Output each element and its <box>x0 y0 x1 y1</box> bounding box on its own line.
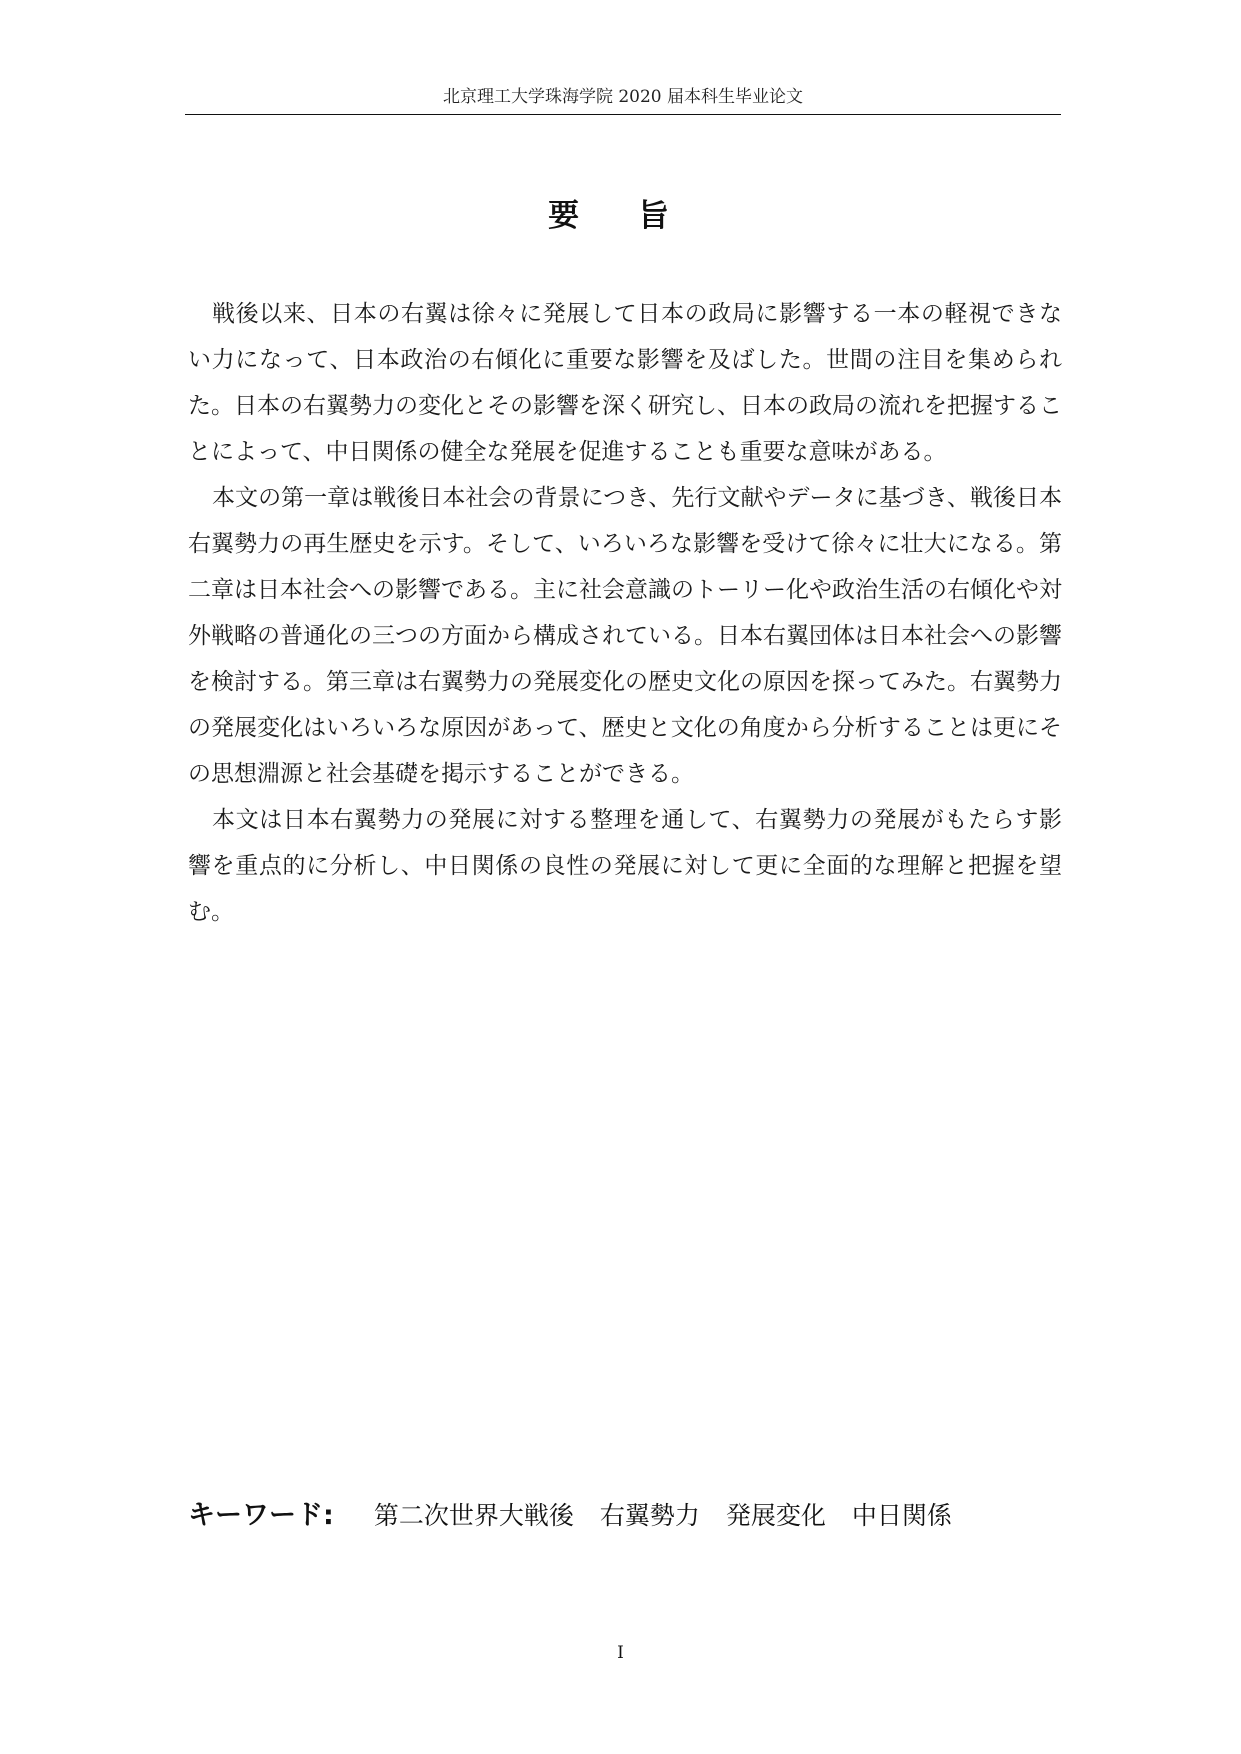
keywords-line <box>188 1498 1062 1534</box>
abstract-body <box>188 291 1062 935</box>
abstract-paragraph: 本文の第一章は戦後日本社会の背景につき、先行文献やデータに基づき、戦後日本右翼勢力の再生歴史を示す。そして、いろいろな影響を受けて徐々に壮大になる。第二章は日本社会への影響である。主に社会意識のトーリー化や政治生活の右傾化や対外戦略の普通化の三つの方面から構成されている。日本右翼団体は日本社会への影響を検討する。第三章は右翼勢力の発展変化の歴史文化の原因を探ってみた。右翼勢力の発展変化はいろいろな原因があって、歴史と文化の角度から分析することは更にその思想淵源と社会基礎を掲示することができる。 <box>188 485 1062 787</box>
page-number: I <box>617 1643 624 1663</box>
header-rule <box>185 114 1061 115</box>
abstract-paragraph: 戦後以来、日本の右翼は徐々に発展して日本の政局に影響する一本の軽視できない力になって、日本政治の右傾化に重要な影響を及ばした。世間の注目を集められた。日本の右翼勢力の変化とその影響を深く研究し、日本の政局の流れを把握することによって、中日関係の健全な発展を促進することも重要な意味がある。 <box>188 301 1062 465</box>
keyword-term: 第二次世界大戦後 <box>373 1501 574 1530</box>
keyword-term: 中日関係 <box>851 1501 952 1530</box>
abstract-title: 要 旨 <box>548 198 693 234</box>
keywords-label: キーワード: <box>188 1500 334 1531</box>
keyword-term: 右翼勢力 <box>599 1501 700 1530</box>
keyword-term: 発展変化 <box>725 1501 826 1530</box>
abstract-paragraph: 本文は日本右翼勢力の発展に対する整理を通して、右翼勢力の発展がもたらす影響を重点的に分析し、中日関係の良性の発展に対して更に全面的な理解と把握を望む。 <box>188 807 1062 925</box>
running-header: 北京理工大学珠海学院 2020 届本科生毕业论文 <box>442 87 804 107</box>
